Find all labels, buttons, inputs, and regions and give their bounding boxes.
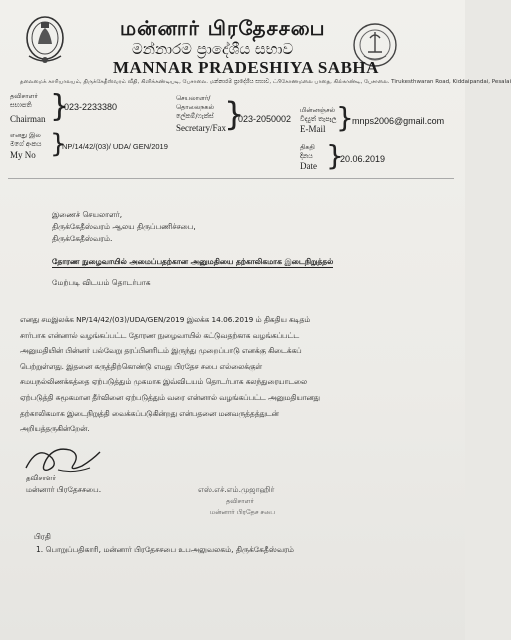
org-name-sinhala: මන්නාරම ප්‍රාදේශීය සභාව [132,40,294,58]
secretary-label-sinhala: ලේකම්/ෆැක්ස් [176,112,214,120]
date-label-sinhala: දිනය [300,152,313,160]
body-line: தற்காலிகமாக இடைநிறுத்தி வைக்கப்படுகின்றது என்பதனை மனவருத்தத்துடன் [20,408,279,418]
chairman-label-sinhala: සභාපති [10,101,32,109]
header-divider [8,178,454,179]
brace-icon: } [50,129,67,159]
secretary-phone: 023-2050002 [238,114,292,124]
addressee-line-1: இணைச் செயலாளர், [52,210,123,219]
brace-icon: } [224,95,245,133]
reference-number: NP/14/42/(03)/ UDA/ GEN/2019 [62,142,168,151]
myno-label-tamil: எனது இல [10,131,41,139]
secretary-label-english: Secretary/Fax [176,123,226,133]
fax-label-tamil: தொலைநகல் [176,103,214,111]
email-label-sinhala: විද්‍යුත් තැපෑල [300,115,337,123]
org-name-english: MANNAR PRADESHIYA SABHA [113,58,379,77]
date-label-tamil: திகதி [300,143,315,151]
email-value: mnps2006@gmail.com [352,116,445,126]
handwritten-signature-icon [18,440,108,476]
body-line: ஏற்படுத்தி சுமூகமான தீர்வினை ஏற்படுத்தும் வரை என்னால் வழங்கப்பட்ட அனுமதியானது [20,392,320,402]
brace-icon: } [50,89,70,124]
org-name-tamil: மன்னார் பிரதேசசபை [120,16,326,40]
org-address: தலைமைக் காரியாலயம், திருக்கேதீஸ்வரம் வீதி, கிளிக்கண்டியடி, பேசாலை. மන්නාරම ප්‍රාදේශීය සභාව, ட்ரிகோணமலை பாதை, கில்காண்டி, பேசாலை. Tirukesthwaran Road, Kiddaipandai, Pesalai [20,79,511,85]
email-label-english: E-Mail [300,124,326,134]
body-line: எனது சமஇலக்க NP/14/42/(03)/UDA/GEN/2019 இலக்க 14.06.2019 ம் திகதிய கடிதம் [20,315,311,324]
date-value: 20.06.2019 [340,154,386,164]
letter-body [20,312,438,437]
subject-line: தோரண நுழைவாயில் அமைப்பதற்கான அனுமதியை தற்காலிகமாக இடைநிறுத்தல் [52,257,334,266]
stamp-org: மன்னார் பிரதேச சபை [210,508,276,516]
brace-icon: } [326,139,344,172]
body-line: சமயநல்லிணக்கத்தை ஏற்படுத்தும் முகமாக இவ்விடயம் தொடர்பாக கலந்துரையாடலை [20,377,307,387]
stamp-name: எஸ்.எச்.எம்.முஜாஹிர் [198,485,275,494]
signatory-title: தவிசாளர் [26,474,57,482]
copy-item: 1. பொறுப்பதிகாரி, மன்னார் பிரதேசசபை உபஅலுவலகம், திருக்கேதீஸ்வரம் [36,545,294,554]
chairman-phone: 023-2233380 [64,102,118,112]
body-line: பெற்றுள்ளது. இதனை கருத்திற்கொண்டு எமது பிரதேச சபை எல்லைக்குள் [20,361,262,371]
secretary-label-tamil: செயலாளர்/ [176,94,211,102]
chairman-label-english: Chairman [10,114,46,124]
signatory-body: மன்னார் பிரதேசசபை. [26,485,102,494]
myno-label-sinhala: මගේ අංකය [10,140,42,148]
myno-label-english: My No [10,150,36,160]
body-line: அறியத்தருகின்றேன். [20,424,90,434]
reference-line: மேற்படி விடயம் தொடர்பாக [52,278,151,287]
stamp-title: தவிசாளர் [226,497,254,505]
body-line: அனுமதியின் பின்னர் பல்வேறு தரப்பினரிடம் இருந்து முறைப்பாடு எனக்கு கிடைக்கப் [20,346,302,356]
sri-lanka-emblem-icon [24,14,66,66]
body-line: சார்பாக என்னால் வழங்கப்பட்ட தோரண நுழைவாயில் கட்டுவதற்காக வழங்கப்பட்ட [20,330,300,340]
email-label-tamil: மின்னஞ்சல் [300,106,335,114]
copy-label: பிரதி [34,532,51,541]
addressee-line-3: திருக்கேதீஸ்வரம். [52,234,113,243]
date-label-english: Date [300,161,317,171]
chairman-label-tamil: தவிசாளர் [10,92,38,100]
brace-icon: } [336,101,354,134]
addressee-line-2: திருக்கேதீஸ்வரம் ஆலய திருப்பணிச்சபை, [52,222,196,231]
